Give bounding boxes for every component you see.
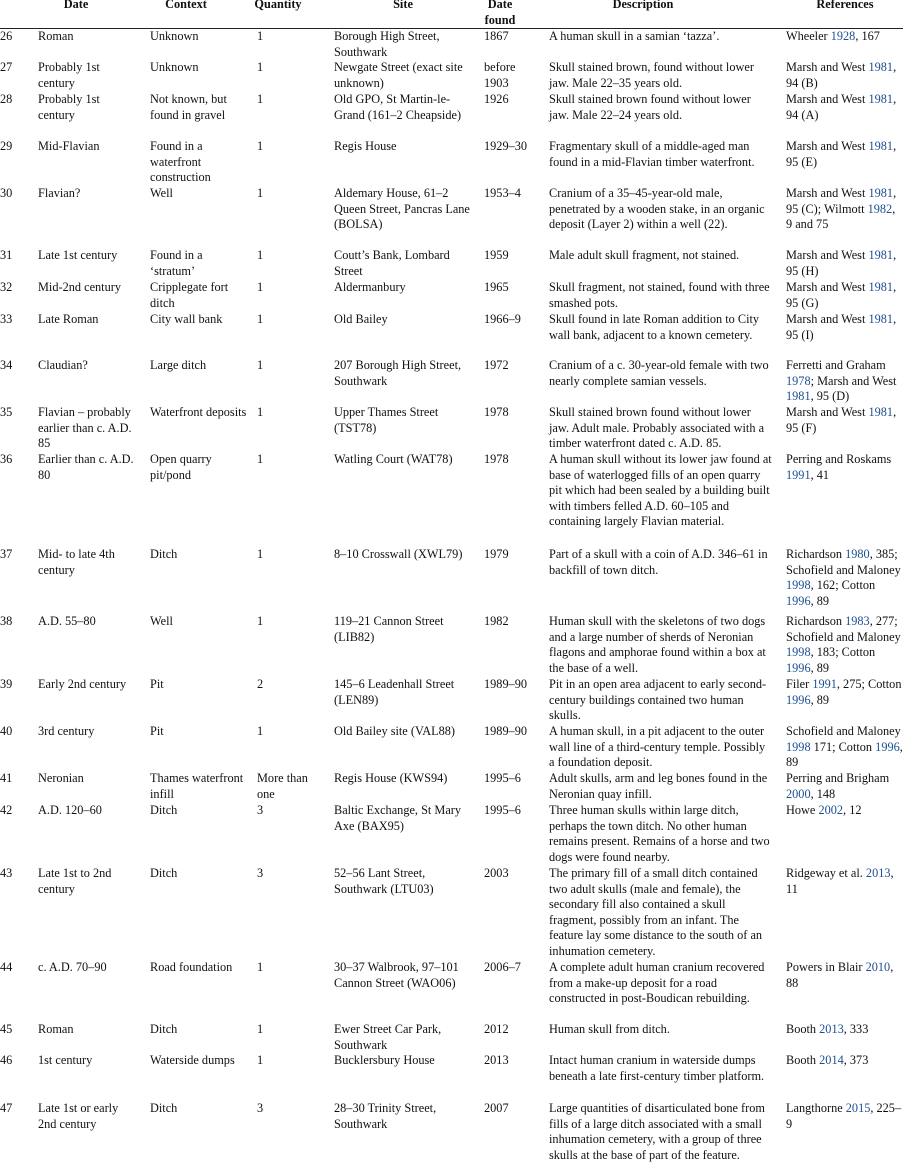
reference-text: , 89	[810, 660, 830, 675]
row-number: 39	[0, 677, 13, 691]
reference-text: Booth	[786, 1022, 817, 1036]
row-quantity: 1	[257, 60, 264, 74]
row-date-found: 1978	[484, 405, 509, 419]
reference-text: , 12	[843, 803, 862, 817]
reference-text: , 275; Cotton	[836, 677, 902, 691]
row-date: Mid- to late 4th century	[38, 547, 115, 577]
row-description: Pit in an open area adjacent to early second-century buildings contained two human skulls.	[549, 677, 767, 723]
row-date: Claudian?	[38, 358, 88, 372]
row-quantity: 1	[257, 1022, 264, 1036]
row-context: Well	[150, 186, 173, 200]
row-quantity: 3	[257, 1101, 264, 1115]
row-quantity: 1	[257, 186, 264, 200]
row-references	[786, 248, 903, 279]
reference-text: , 385; Schofield and Maloney	[786, 547, 901, 577]
row-references	[786, 677, 903, 708]
reference-year-link[interactable]: 1998	[786, 645, 811, 660]
row-references	[786, 724, 903, 771]
row-number: 42	[0, 803, 13, 817]
reference-text: , 94 (B)	[786, 60, 897, 90]
row-date-found: 1995–6	[484, 803, 521, 817]
row-context: Ditch	[150, 547, 178, 561]
row-date: Flavian?	[38, 186, 81, 200]
row-description: Skull fragment, not stained, found with three smashed pots.	[549, 280, 770, 310]
reference-year-link[interactable]: 1998	[786, 578, 811, 593]
reference-text: , 95 (E)	[786, 139, 897, 169]
row-context: Cripplegate fort ditch	[150, 280, 229, 310]
reference-text: Marsh and West	[786, 60, 866, 74]
row-quantity: 1	[257, 1053, 264, 1067]
row-quantity: 1	[257, 312, 264, 326]
row-references	[786, 60, 903, 91]
row-date: Earlier than c. A.D. 80	[38, 452, 134, 482]
reference-year-link[interactable]: 2013	[819, 1022, 844, 1036]
row-site: Upper Thames Street (TST78)	[334, 405, 439, 435]
row-description: Cranium of a c. 30-year-old female with two nearly complete samian vessels.	[549, 358, 769, 388]
row-description: A human skull in a samian ‘tazza’.	[549, 29, 720, 43]
row-date-found: 1926	[484, 92, 509, 106]
row-context: City wall bank	[150, 312, 223, 326]
row-references	[786, 1101, 903, 1132]
row-description: Three human skulls within large ditch, perhaps the town ditch. No other human remains present. Remains of a horse and two dogs were found nearby.	[549, 803, 770, 864]
reference-text: 171; Cotton	[810, 739, 873, 754]
reference-text: Filer	[786, 677, 810, 691]
row-site: Watling Court (WAT78)	[334, 452, 453, 466]
row-date: Roman	[38, 1022, 74, 1036]
row-site: Ewer Street Car Park, Southwark	[334, 1022, 442, 1052]
header-context: Context	[165, 0, 207, 11]
reference-text: , 333	[843, 1022, 869, 1036]
reference-year-link[interactable]: 1928	[830, 29, 856, 43]
row-site: Old Bailey site (VAL88)	[334, 724, 456, 738]
row-references	[786, 358, 903, 405]
reference-text: , 41	[810, 467, 830, 482]
reference-year-link[interactable]: 1981	[868, 92, 894, 106]
row-description: Skull found in late Roman addition to City wall bank, adjacent to a known cemetery.	[549, 312, 760, 342]
row-date: Roman	[38, 29, 74, 43]
row-context: Waterfront deposits	[150, 405, 247, 419]
row-number: 33	[0, 312, 13, 326]
row-site: Coutt’s Bank, Lombard Street	[334, 248, 450, 278]
row-date: Late 1st or early 2nd century	[38, 1101, 119, 1131]
row-context: Found in a waterfront construction	[150, 139, 211, 185]
row-date: Neronian	[38, 771, 84, 785]
row-references	[786, 866, 903, 897]
row-references	[786, 139, 903, 170]
row-date-found: 2006–7	[484, 960, 521, 974]
row-quantity: 3	[257, 803, 264, 817]
row-context: Thames waterfront infill	[150, 771, 244, 801]
reference-year-link[interactable]: 1981	[786, 389, 811, 404]
row-description: Skull stained brown found without lower jaw. Adult male. Probably associated with a timber waterfront dated c. A.D. 85.	[549, 405, 765, 451]
reference-text: , 94 (A)	[786, 92, 897, 122]
row-references	[786, 547, 903, 609]
row-description: Human skull with the skeletons of two dogs and a large number of sherds of Neronian flagons and amphorae found within a box at the base of a well.	[549, 614, 766, 675]
reference-text: , 11	[786, 866, 894, 896]
reference-text: , 95 (H)	[786, 248, 897, 278]
row-description: The primary fill of a small ditch contained two adult skulls (male and female), the secondary fill also contained a skull fragment, possibly from an infant. The feature lay some distance to the south of an inhumation cemetery.	[549, 866, 763, 958]
row-date-found: 2003	[484, 866, 509, 880]
row-context: Road foundation	[150, 960, 233, 974]
row-context: Ditch	[150, 803, 178, 817]
table-header	[0, 0, 903, 28]
reference-text: Marsh and West	[786, 92, 866, 106]
row-site: 28–30 Trinity Street, Southwark	[334, 1101, 437, 1131]
row-references	[786, 771, 903, 802]
reference-text: Perring and Roskams	[786, 452, 892, 466]
row-site: Newgate Street (exact site unknown)	[334, 60, 463, 90]
row-number: 38	[0, 614, 13, 628]
row-site: Aldermanbury	[334, 280, 406, 294]
row-quantity: 1	[257, 358, 264, 372]
row-date-found: 1989–90	[484, 724, 528, 738]
row-site: 52–56 Lant Street, Southwark (LTU03)	[334, 866, 434, 896]
reference-year-link[interactable]: 2015	[845, 1101, 871, 1115]
row-date-found: 1965	[484, 280, 509, 294]
reference-text: , 95 (C); Wilmott	[786, 186, 897, 216]
reference-text: Marsh and West	[786, 280, 866, 294]
row-number: 27	[0, 60, 13, 74]
reference-text: , 89	[786, 739, 903, 770]
row-context: Ditch	[150, 1101, 178, 1115]
row-site: 207 Borough High Street, Southwark	[334, 358, 462, 388]
row-description: Human skull from ditch.	[549, 1022, 670, 1036]
row-date: Mid-Flavian	[38, 139, 100, 153]
row-number: 29	[0, 139, 13, 153]
row-site: 30–37 Walbrook, 97–101 Cannon Street (WAO06)	[334, 960, 459, 990]
reference-text: , 9 and 75	[786, 201, 896, 232]
reference-year-link[interactable]: 1991	[812, 677, 837, 691]
reference-year-link[interactable]: 1981	[868, 139, 894, 153]
reference-year-link[interactable]: 2010	[865, 960, 891, 974]
row-date-found: 1953–4	[484, 186, 521, 200]
reference-year-link[interactable]: 1981	[868, 186, 894, 200]
row-site: Regis House (KWS94)	[334, 771, 448, 785]
row-date-found: 2012	[484, 1022, 509, 1036]
row-context: Waterside dumps	[150, 1053, 235, 1067]
row-number: 40	[0, 724, 13, 738]
reference-year-link[interactable]: 1998	[786, 739, 811, 754]
row-date: 3rd century	[38, 724, 95, 738]
row-number: 46	[0, 1053, 13, 1067]
reference-text: Richardson	[786, 614, 843, 628]
row-quantity: 2	[257, 677, 264, 691]
reference-year-link[interactable]: 1996	[875, 739, 900, 754]
header-description: Description	[612, 0, 674, 11]
row-date: A.D. 120–60	[38, 803, 102, 817]
reference-text: Marsh and West	[786, 248, 866, 262]
reference-text: , 162; Cotton	[810, 578, 876, 593]
row-references	[786, 452, 903, 483]
row-quantity: 1	[257, 614, 264, 628]
reference-text: Marsh and West	[786, 186, 866, 200]
row-date: Probably 1st century	[38, 60, 100, 90]
row-description: Skull stained brown, found without lower jaw. Male 22–35 years old.	[549, 60, 754, 90]
row-date: Mid-2nd century	[38, 280, 121, 294]
row-date-found: 1929–30	[484, 139, 528, 153]
reference-text: Ferretti and Graham	[786, 358, 886, 372]
row-references	[786, 803, 903, 819]
row-date: Late 1st to 2nd century	[38, 866, 112, 896]
row-site: Borough High Street, Southwark	[334, 29, 440, 59]
row-date: Flavian – probably earlier than c. A.D. 85	[38, 405, 132, 451]
row-site: Bucklersbury House	[334, 1053, 435, 1067]
reference-text: Richardson	[786, 547, 843, 561]
row-date-found: 1989–90	[484, 677, 528, 691]
reference-text: , 95 (I)	[786, 312, 897, 342]
reference-text: , 89	[810, 692, 830, 707]
reference-text: , 89	[810, 593, 830, 608]
header-date: Date	[63, 0, 89, 11]
row-number: 34	[0, 358, 13, 372]
row-date: c. A.D. 70–90	[38, 960, 107, 974]
reference-text: Wheeler	[786, 29, 828, 43]
row-date-found: 1982	[484, 614, 509, 628]
reference-year-link[interactable]: 1980	[845, 547, 870, 561]
reference-year-link[interactable]: 2013	[865, 866, 891, 880]
row-context: Ditch	[150, 1022, 178, 1036]
row-references	[786, 92, 903, 123]
reference-text: Perring and Brigham	[786, 771, 890, 785]
row-description: A human skull without its lower jaw found at base of waterlogged fills of an open quarry pit which had been sealed by a building built with timbers felled A.D. 60–105 and containing largely Flavian material.	[549, 452, 772, 529]
reference-year-link[interactable]: 1981	[868, 405, 894, 419]
row-date-found: 1995–6	[484, 771, 521, 785]
row-references	[786, 1053, 903, 1069]
row-site: Regis House	[334, 139, 397, 153]
row-context: Well	[150, 614, 173, 628]
header-site: Site	[393, 0, 413, 11]
row-description: Large quantities of disarticulated bone from fills of a large ditch associated with a small inhumation cemetery, with a group of three skulls at the base of part of the feature.	[549, 1101, 765, 1162]
row-references	[786, 614, 903, 676]
row-context: Unknown	[150, 29, 199, 43]
reference-year-link[interactable]: 2000	[786, 786, 811, 801]
row-date-found: 1966–9	[484, 312, 521, 326]
reference-text: Marsh and West	[786, 405, 866, 419]
header-date-found: Date found	[484, 0, 516, 27]
reference-text: , 373	[843, 1053, 869, 1067]
reference-text: , 95 (D)	[810, 389, 850, 404]
reference-year-link[interactable]: 1981	[868, 248, 894, 262]
row-quantity: 1	[257, 547, 264, 561]
reference-text: , 95 (F)	[786, 405, 897, 435]
row-description: Part of a skull with a coin of A.D. 346–61 in backfill of town ditch.	[549, 547, 768, 577]
row-context: Open quarry pit/pond	[150, 452, 212, 482]
row-quantity: More than one	[257, 771, 308, 801]
row-date: Late 1st century	[38, 248, 118, 262]
row-date-found: 2007	[484, 1101, 509, 1115]
row-date-found: 1959	[484, 248, 509, 262]
row-site: Aldemary House, 61–2 Queen Street, Pancras Lane (BOLSA)	[334, 186, 470, 232]
reference-text: , 95 (G)	[786, 280, 897, 310]
row-site: 145–6 Leadenhall Street (LEN89)	[334, 677, 455, 707]
reference-text: Schofield and Maloney	[786, 724, 901, 738]
row-site: 8–10 Crosswall (XWL79)	[334, 547, 463, 561]
reference-year-link[interactable]: 1996	[786, 660, 811, 675]
row-description: Intact human cranium in waterside dumps beneath a late first-century timber platform.	[549, 1053, 765, 1083]
reference-text: Booth	[786, 1053, 817, 1067]
reference-year-link[interactable]: 1981	[868, 60, 894, 74]
row-context: Unknown	[150, 60, 199, 74]
row-number: 30	[0, 186, 13, 200]
row-site: Old GPO, St Martin-le-Grand (161–2 Cheapside)	[334, 92, 462, 122]
reference-text: Marsh and West	[786, 139, 866, 153]
row-quantity: 1	[257, 724, 264, 738]
row-references	[786, 186, 903, 233]
reference-text: , 88	[786, 960, 894, 990]
row-quantity: 1	[257, 452, 264, 466]
row-date-found: 1979	[484, 547, 509, 561]
row-description: Cranium of a 35–45-year-old male, penetrated by a wooden stake, in an organic deposit (Layer 2) within a well (22).	[549, 186, 765, 232]
reference-year-link[interactable]: 1981	[868, 280, 894, 294]
row-site: 119–21 Cannon Street (LIB82)	[334, 614, 444, 644]
row-references	[786, 1022, 903, 1038]
reference-year-link[interactable]: 1983	[845, 614, 870, 628]
row-number: 36	[0, 452, 13, 466]
reference-year-link[interactable]: 1981	[868, 312, 894, 326]
reference-text: , 225–9	[786, 1101, 902, 1131]
row-description: Skull stained brown found without lower jaw. Male 22–24 years old.	[549, 92, 751, 122]
row-references	[786, 960, 903, 991]
header-references: References	[816, 0, 874, 11]
reference-text: Marsh and West	[786, 312, 866, 326]
row-context: Large ditch	[150, 358, 207, 372]
row-quantity: 1	[257, 92, 264, 106]
reference-year-link[interactable]: 2002	[818, 803, 844, 817]
row-description: Fragmentary skull of a middle-aged man found in a mid-Flavian timber waterfront.	[549, 139, 755, 169]
row-date-found: 1867	[484, 29, 509, 43]
row-references	[786, 405, 903, 436]
row-date: A.D. 55–80	[38, 614, 96, 628]
row-context: Ditch	[150, 866, 178, 880]
reference-year-link[interactable]: 1982	[867, 201, 893, 216]
row-context: Pit	[150, 724, 164, 738]
row-number: 41	[0, 771, 13, 785]
reference-year-link[interactable]: 1996	[786, 692, 811, 707]
row-date: Probably 1st century	[38, 92, 100, 122]
row-site: Old Bailey	[334, 312, 388, 326]
reference-text: , 167	[855, 29, 880, 43]
row-date-found: before 1903	[484, 60, 516, 90]
row-description: Male adult skull fragment, not stained.	[549, 248, 740, 262]
reference-text: , 183; Cotton	[810, 645, 876, 660]
row-quantity: 1	[257, 139, 264, 153]
row-description: A complete adult human cranium recovered from a make-up deposit for a road constructed in post-Boudican rebuilding.	[549, 960, 765, 1006]
reference-year-link[interactable]: 2014	[819, 1053, 844, 1067]
row-date-found: 2013	[484, 1053, 509, 1067]
row-date-found: 1978	[484, 452, 509, 466]
row-date: 1st century	[38, 1053, 93, 1067]
row-number: 43	[0, 866, 13, 880]
row-number: 32	[0, 280, 13, 294]
row-references	[786, 280, 903, 311]
row-number: 26	[0, 29, 13, 43]
row-site: Baltic Exchange, St Mary Axe (BAX95)	[334, 803, 462, 833]
row-quantity: 3	[257, 866, 264, 880]
row-quantity: 1	[257, 29, 264, 43]
row-date: Early 2nd century	[38, 677, 127, 691]
row-number: 31	[0, 248, 13, 262]
reference-text: Langthorne	[786, 1101, 843, 1115]
row-number: 35	[0, 405, 13, 419]
reference-text: Powers in Blair	[786, 960, 863, 974]
row-description: A human skull, in a pit adjacent to the outer wall line of a third-century temple. Possibly a foundation deposit.	[549, 724, 766, 770]
row-quantity: 1	[257, 248, 264, 262]
row-date: Late Roman	[38, 312, 99, 326]
row-date-found: 1972	[484, 358, 509, 372]
row-quantity: 1	[257, 280, 264, 294]
row-number: 37	[0, 547, 13, 561]
header-quantity: Quantity	[254, 0, 302, 11]
reference-year-link[interactable]: 1991	[786, 467, 811, 482]
reference-text: ; Marsh and West	[810, 373, 897, 388]
reference-text: , 277; Schofield and Maloney	[786, 614, 901, 644]
row-references	[786, 312, 903, 343]
row-number: 47	[0, 1101, 13, 1115]
row-number: 44	[0, 960, 13, 974]
row-context: Not known, but found in gravel	[150, 92, 227, 122]
row-references	[786, 29, 903, 45]
reference-text: , 148	[810, 786, 836, 801]
row-number: 28	[0, 92, 13, 106]
row-quantity: 1	[257, 960, 264, 974]
reference-year-link[interactable]: 1996	[786, 593, 811, 608]
reference-text: Ridgeway et al.	[786, 866, 863, 880]
row-context: Found in a ‘stratum’	[150, 248, 203, 278]
row-number: 45	[0, 1022, 13, 1036]
row-context: Pit	[150, 677, 164, 691]
reference-text: Howe	[786, 803, 816, 817]
reference-year-link[interactable]: 1978	[786, 373, 811, 388]
row-description: Adult skulls, arm and leg bones found in the Neronian quay infill.	[549, 771, 768, 801]
row-quantity: 1	[257, 405, 264, 419]
